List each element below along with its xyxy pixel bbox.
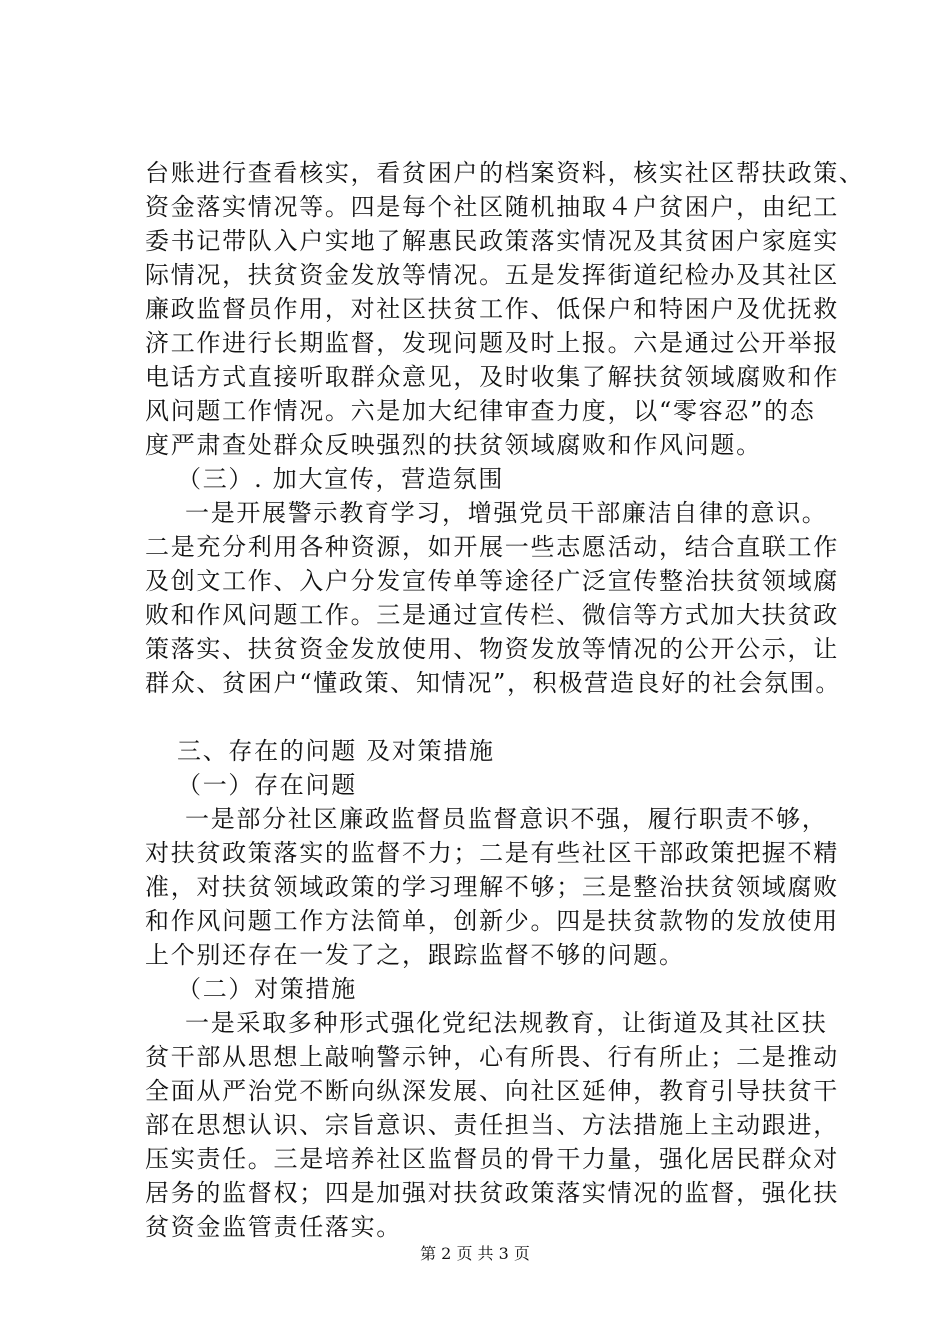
- document-body: [145, 156, 865, 1244]
- body-line: 贫干部从思想上敲响警示钟，心有所畏、行有所止；二是推动: [145, 1043, 839, 1071]
- body-line: 败和作风问题工作。三是通过宣传栏、微信等方式加大扶贫政: [145, 601, 839, 629]
- subsection-heading: （三）. 加大宣传，营造氛围: [177, 465, 505, 493]
- paragraph-start-line: 一是开展警示教育学习，增强党员干部廉洁自律的意识。: [185, 499, 828, 527]
- body-line: 际情况，扶贫资金发放等情况。五是发挥街道纪检办及其社区: [145, 261, 839, 289]
- body-line: 度严肃查处群众反映强烈的扶贫领域腐败和作风问题。: [145, 431, 762, 459]
- body-line: 资金落实情况等。四是每个社区随机抽取４户贫困户，由纪工: [145, 193, 839, 221]
- body-line: 居务的监督权；四是加强对扶贫政策落实情况的监督，强化扶: [145, 1179, 839, 1207]
- section-heading: 三、存在的问题 及对策措施: [177, 737, 495, 765]
- subsection-heading: （二）对策措施: [177, 975, 357, 1003]
- body-line: 电话方式直接听取群众意见，及时收集了解扶贫领域腐败和作: [145, 363, 839, 391]
- page-number-footer: 第 2 页 共 3 页: [420, 1244, 530, 1263]
- body-line: 济工作进行长期监督，发现问题及时上报。六是通过公开举报: [145, 329, 839, 357]
- body-line: 部在思想认识、宗旨意识、责任担当、方法措施上主动跟进，: [145, 1111, 839, 1139]
- body-line: 和作风问题工作方法简单，创新少。四是扶贫款物的发放使用: [145, 907, 839, 935]
- body-line: 委书记带队入户实地了解惠民政策落实情况及其贫困户家庭实: [145, 227, 839, 255]
- body-line: 二是充分利用各种资源，如开展一些志愿活动，结合直联工作: [145, 533, 839, 561]
- body-line: 对扶贫政策落实的监督不力；二是有些社区干部政策把握不精: [145, 839, 839, 867]
- body-line: 台账进行查看核实，看贫困户的档案资料，核实社区帮扶政策、: [145, 159, 865, 187]
- body-line: 廉政监督员作用，对社区扶贫工作、低保户和特困户及优抚救: [145, 295, 839, 323]
- paragraph-start-line: 一是部分社区廉政监督员监督意识不强，履行职责不够，: [185, 805, 828, 833]
- body-line: 全面从严治党不断向纵深发展、向社区延伸，教育引导扶贫干: [145, 1077, 839, 1105]
- body-line: 策落实、扶贫资金发放使用、物资发放等情况的公开公示，让: [145, 635, 839, 663]
- body-line: 压实责任。三是培养社区监督员的骨干力量，强化居民群众对: [145, 1145, 839, 1173]
- body-line: 上个别还存在一发了之，跟踪监督不够的问题。: [145, 941, 685, 969]
- body-line: 贫资金监管责任落实。: [145, 1213, 402, 1241]
- body-line: 风问题工作情况。六是加大纪律审查力度，以“零容忍”的态: [145, 397, 816, 425]
- body-line: 及创文工作、入户分发宣传单等途径广泛宣传整治扶贫领域腐: [145, 567, 839, 595]
- subsection-heading: （一）存在问题: [177, 771, 357, 799]
- blank-line: [145, 700, 825, 734]
- body-line: 群众、贫困户“懂政策、知情况”，积极营造良好的社会氛围。: [145, 669, 842, 697]
- paragraph-start-line: 一是采取多种形式强化党纪法规教育，让街道及其社区扶: [185, 1009, 828, 1037]
- body-line: 准，对扶贫领域政策的学习理解不够；三是整治扶贫领域腐败: [145, 873, 839, 901]
